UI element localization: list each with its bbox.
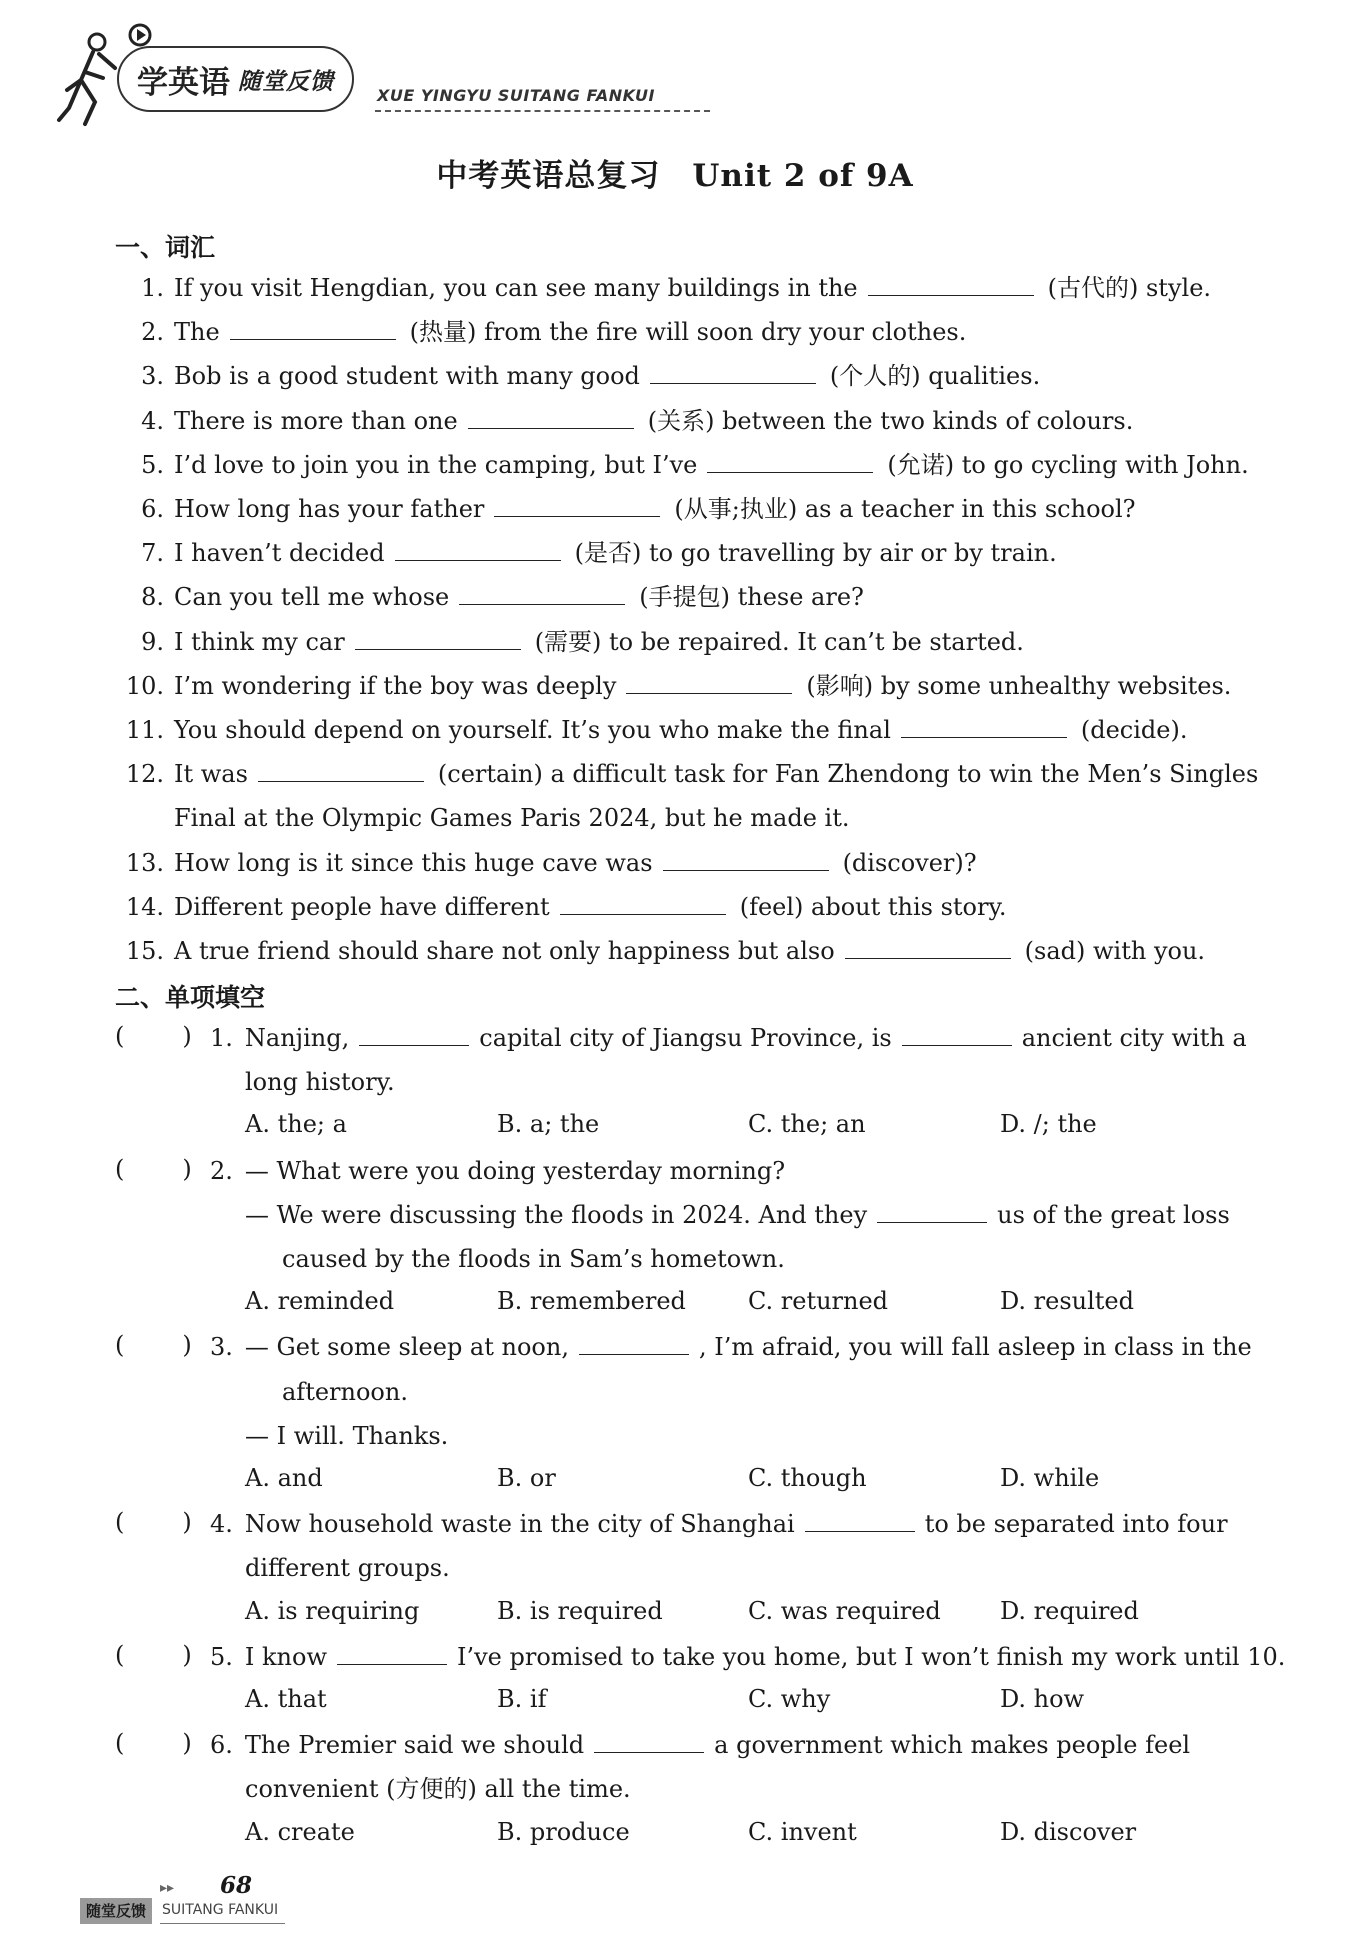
answer-parentheses[interactable] — [115, 1155, 192, 1183]
vocab-item — [118, 493, 1136, 525]
option-c[interactable]: C. was required — [748, 1596, 941, 1625]
question-text: , I’m afraid, you will fall asleep in class in the — [698, 1333, 1252, 1362]
option-b[interactable]: B. if — [497, 1685, 547, 1713]
arrow-icon: ▸▸ — [160, 1880, 175, 1896]
answer-blank[interactable] — [230, 317, 396, 340]
question-line — [210, 1331, 1252, 1363]
question-line — [210, 1508, 1228, 1540]
item-text: How long is it since this huge cave was — [174, 848, 653, 877]
item-text: I’d love to join you in the camping, but I’ve — [174, 450, 698, 479]
answer-blank[interactable] — [868, 273, 1034, 296]
answer-blank[interactable] — [845, 936, 1011, 959]
item-hint: (discover)? — [842, 848, 977, 877]
item-number: 8. — [141, 583, 164, 612]
question-text: capital city of Jiangsu Province, is — [479, 1024, 892, 1052]
question-text: long history. — [245, 1068, 395, 1097]
logo-badge — [117, 46, 354, 112]
question-line — [245, 1420, 448, 1452]
answer-parentheses[interactable] — [115, 1508, 192, 1536]
answer-blank[interactable] — [877, 1200, 987, 1223]
paren-open: ( — [115, 1022, 125, 1050]
question-line — [245, 1199, 1230, 1231]
paren-open: ( — [115, 1154, 125, 1183]
option-b[interactable]: B. produce — [497, 1817, 630, 1846]
answer-blank[interactable] — [707, 450, 873, 473]
item-hint: (个人的) qualities. — [829, 362, 1041, 391]
answer-blank[interactable] — [560, 892, 726, 915]
option-c[interactable]: C. returned — [748, 1287, 889, 1316]
question-text: to be separated into four — [924, 1510, 1228, 1539]
question-text: — Get some sleep at noon, — [244, 1333, 569, 1362]
answer-blank[interactable] — [359, 1023, 469, 1046]
question-number: 2. — [210, 1156, 233, 1185]
question-line — [210, 1155, 785, 1187]
answer-parentheses[interactable] — [115, 1331, 192, 1359]
answer-blank[interactable] — [494, 494, 660, 517]
option-a[interactable]: A. create — [245, 1817, 355, 1846]
question-text: different groups. — [245, 1554, 450, 1583]
vocab-item — [118, 537, 1057, 569]
question-text: I know — [244, 1642, 328, 1671]
item-number: 15. — [125, 937, 164, 965]
item-text: Final at the Olympic Games Paris 2024, but he made it. — [174, 804, 850, 833]
item-text: Bob is a good student with many good — [174, 362, 640, 391]
vocab-item — [118, 891, 1006, 923]
answer-blank[interactable] — [395, 538, 561, 561]
item-hint: (是否) to go travelling by air or by train. — [574, 539, 1057, 568]
item-hint: (decide). — [1080, 716, 1188, 744]
item-number: 6. — [141, 495, 164, 523]
answer-blank[interactable] — [459, 582, 625, 605]
footer-rule — [160, 1923, 285, 1924]
option-a[interactable]: A. and — [245, 1464, 323, 1492]
item-hint: (关系) between the two kinds of colours. — [647, 406, 1134, 435]
paren-close: ) — [182, 1154, 192, 1183]
paren-open: ( — [115, 1640, 125, 1669]
option-b[interactable]: B. or — [497, 1464, 556, 1492]
vocab-item — [118, 449, 1249, 481]
play-icon — [127, 22, 153, 48]
question-text: convenient (方便的) all the time. — [245, 1775, 631, 1804]
paren-close: ) — [182, 1022, 192, 1050]
option-b[interactable]: B. remembered — [497, 1287, 686, 1316]
question-line — [282, 1376, 408, 1408]
question-text: ancient city with a — [1021, 1024, 1247, 1052]
vocab-item — [118, 316, 966, 348]
answer-blank[interactable] — [579, 1332, 689, 1355]
vocab-item — [118, 405, 1133, 437]
item-text: I haven’t decided — [174, 539, 385, 568]
question-line — [210, 1729, 1190, 1761]
question-line — [245, 1552, 450, 1584]
option-a[interactable]: A. the; a — [245, 1110, 347, 1139]
item-number: 1. — [141, 274, 164, 302]
question-text: afternoon. — [282, 1377, 408, 1406]
item-number: 3. — [141, 362, 164, 391]
option-c[interactable]: C. the; an — [748, 1110, 866, 1139]
question-text: The Premier said we should — [244, 1731, 585, 1760]
item-text: Different people have different — [174, 892, 550, 921]
answer-blank[interactable] — [805, 1509, 915, 1532]
item-number: 2. — [141, 318, 164, 347]
item-hint: (sad) with you. — [1024, 937, 1206, 965]
answer-blank[interactable] — [468, 406, 634, 429]
question-line — [245, 1773, 631, 1805]
answer-blank[interactable] — [650, 361, 816, 384]
question-number: 1. — [210, 1024, 233, 1052]
answer-blank[interactable] — [594, 1730, 704, 1753]
item-text: If you visit Hengdian, you can see many buildings in the — [174, 274, 858, 302]
logo-text: 学英语 — [137, 64, 230, 101]
answer-parentheses[interactable] — [115, 1641, 192, 1669]
vocab-item — [118, 714, 1187, 746]
paren-close: ) — [182, 1508, 192, 1537]
vocab-item — [118, 581, 864, 613]
question-text: a government which makes people feel — [714, 1731, 1191, 1760]
paren-open: ( — [115, 1331, 125, 1360]
vocab-item — [118, 272, 1211, 304]
item-number: 10. — [125, 671, 164, 700]
option-d[interactable]: D. /; the — [1000, 1110, 1097, 1139]
item-hint: (手提包) these are? — [639, 583, 864, 612]
item-hint: (允诺) to go cycling with John. — [887, 450, 1249, 479]
question-text: caused by the floods in Sam’s hometown. — [282, 1245, 785, 1273]
question-text: I’ve promised to take you home, but I won’t finish my work until 10. — [457, 1642, 1286, 1671]
option-d[interactable]: D. how — [1000, 1685, 1085, 1713]
option-d[interactable]: D. while — [1000, 1464, 1100, 1492]
section-heading-vocab: 一、词汇 — [115, 233, 216, 262]
question-line — [210, 1022, 1247, 1054]
question-line — [210, 1641, 1285, 1673]
item-hint: (古代的) style. — [1047, 274, 1212, 302]
item-text: I think my car — [174, 627, 345, 656]
question-number: 6. — [210, 1731, 233, 1760]
page-number: 68 — [220, 1872, 253, 1899]
answer-blank[interactable] — [663, 848, 829, 871]
option-b[interactable]: B. a; the — [497, 1110, 600, 1139]
option-b[interactable]: B. is required — [497, 1596, 663, 1625]
option-c[interactable]: C. why — [748, 1685, 831, 1713]
option-c[interactable]: C. invent — [748, 1817, 857, 1846]
answer-blank[interactable] — [337, 1642, 447, 1665]
item-text: A true friend should share not only happiness but also — [174, 937, 835, 965]
item-number: 9. — [141, 627, 164, 656]
vocab-item — [118, 935, 1205, 967]
paren-close: ) — [182, 1729, 192, 1758]
item-hint: (需要) to be repaired. It can’t be started. — [534, 627, 1024, 656]
question-number: 4. — [210, 1510, 233, 1539]
vocab-item — [118, 847, 977, 879]
item-text: I’m wondering if the boy was deeply — [174, 671, 617, 700]
option-d[interactable]: D. required — [1000, 1596, 1139, 1625]
answer-blank[interactable] — [902, 1023, 1012, 1046]
item-number: 11. — [125, 716, 164, 744]
item-number: 14. — [125, 892, 164, 921]
answer-parentheses[interactable] — [115, 1022, 192, 1050]
item-text: Can you tell me whose — [174, 583, 450, 612]
option-a[interactable]: A. reminded — [245, 1287, 395, 1316]
vocab-item — [118, 802, 849, 834]
item-text: It was — [174, 760, 248, 789]
answer-blank[interactable] — [901, 715, 1067, 738]
item-number: 5. — [141, 450, 164, 479]
item-number: 7. — [141, 539, 164, 568]
vocab-item — [118, 360, 1040, 392]
item-hint: (影响) by some unhealthy websites. — [806, 671, 1232, 700]
option-a[interactable]: A. that — [245, 1685, 327, 1713]
answer-parentheses[interactable] — [115, 1729, 192, 1757]
question-text: — We were discussing the floods in 2024. And they — [245, 1200, 868, 1229]
item-hint: (feel) about this story. — [739, 892, 1007, 921]
option-c[interactable]: C. though — [748, 1464, 867, 1492]
question-text: Now household waste in the city of Shanghai — [244, 1510, 795, 1539]
footer-subtitle: SUITANG FANKUI — [162, 1902, 279, 1918]
item-text: How long has your father — [174, 495, 485, 523]
item-number: 4. — [141, 406, 164, 435]
question-text: — I will. Thanks. — [245, 1421, 449, 1450]
runner-figure-icon — [55, 28, 125, 128]
question-number: 3. — [210, 1333, 233, 1362]
answer-blank[interactable] — [355, 627, 521, 650]
answer-blank[interactable] — [626, 671, 792, 694]
item-hint: (从事;执业) as a teacher in this school? — [674, 495, 1136, 523]
question-text: — What were you doing yesterday morning? — [244, 1156, 786, 1185]
logo-pinyin: XUE YINGYU SUITANG FANKUI — [377, 86, 655, 105]
paren-close: ) — [182, 1640, 192, 1669]
paren-open: ( — [115, 1729, 125, 1758]
vocab-item — [118, 626, 1024, 658]
section-heading-choice: 二、单项填空 — [115, 983, 266, 1012]
vocab-item — [118, 670, 1231, 702]
item-number: 12. — [125, 760, 164, 789]
logo-subtext: 随堂反馈 — [238, 68, 334, 95]
option-a[interactable]: A. is requiring — [245, 1596, 420, 1625]
answer-blank[interactable] — [258, 759, 424, 782]
question-line — [245, 1066, 395, 1098]
question-line — [282, 1243, 785, 1275]
item-text: The — [174, 318, 220, 347]
header-divider — [375, 110, 710, 112]
item-text: There is more than one — [174, 406, 458, 435]
item-hint: (certain) a difficult task for Fan Zhendong to win the Men’s Singles — [437, 760, 1259, 789]
option-d[interactable]: D. discover — [1000, 1817, 1137, 1846]
paren-close: ) — [182, 1331, 192, 1360]
option-d[interactable]: D. resulted — [1000, 1287, 1134, 1316]
vocab-item — [118, 758, 1258, 790]
page-title: 中考英语总复习 Unit 2 of 9A — [436, 158, 914, 194]
paren-open: ( — [115, 1508, 125, 1537]
item-hint: (热量) from the fire will soon dry your clothes. — [409, 318, 967, 347]
question-text: Nanjing, — [244, 1024, 350, 1052]
item-number: 13. — [125, 848, 164, 877]
question-text: us of the great loss — [997, 1200, 1230, 1229]
item-text: You should depend on yourself. It’s you who make the final — [174, 716, 891, 744]
question-number: 5. — [210, 1642, 233, 1671]
footer-tag: 随堂反馈 — [80, 1898, 152, 1924]
header-logo — [55, 22, 675, 127]
